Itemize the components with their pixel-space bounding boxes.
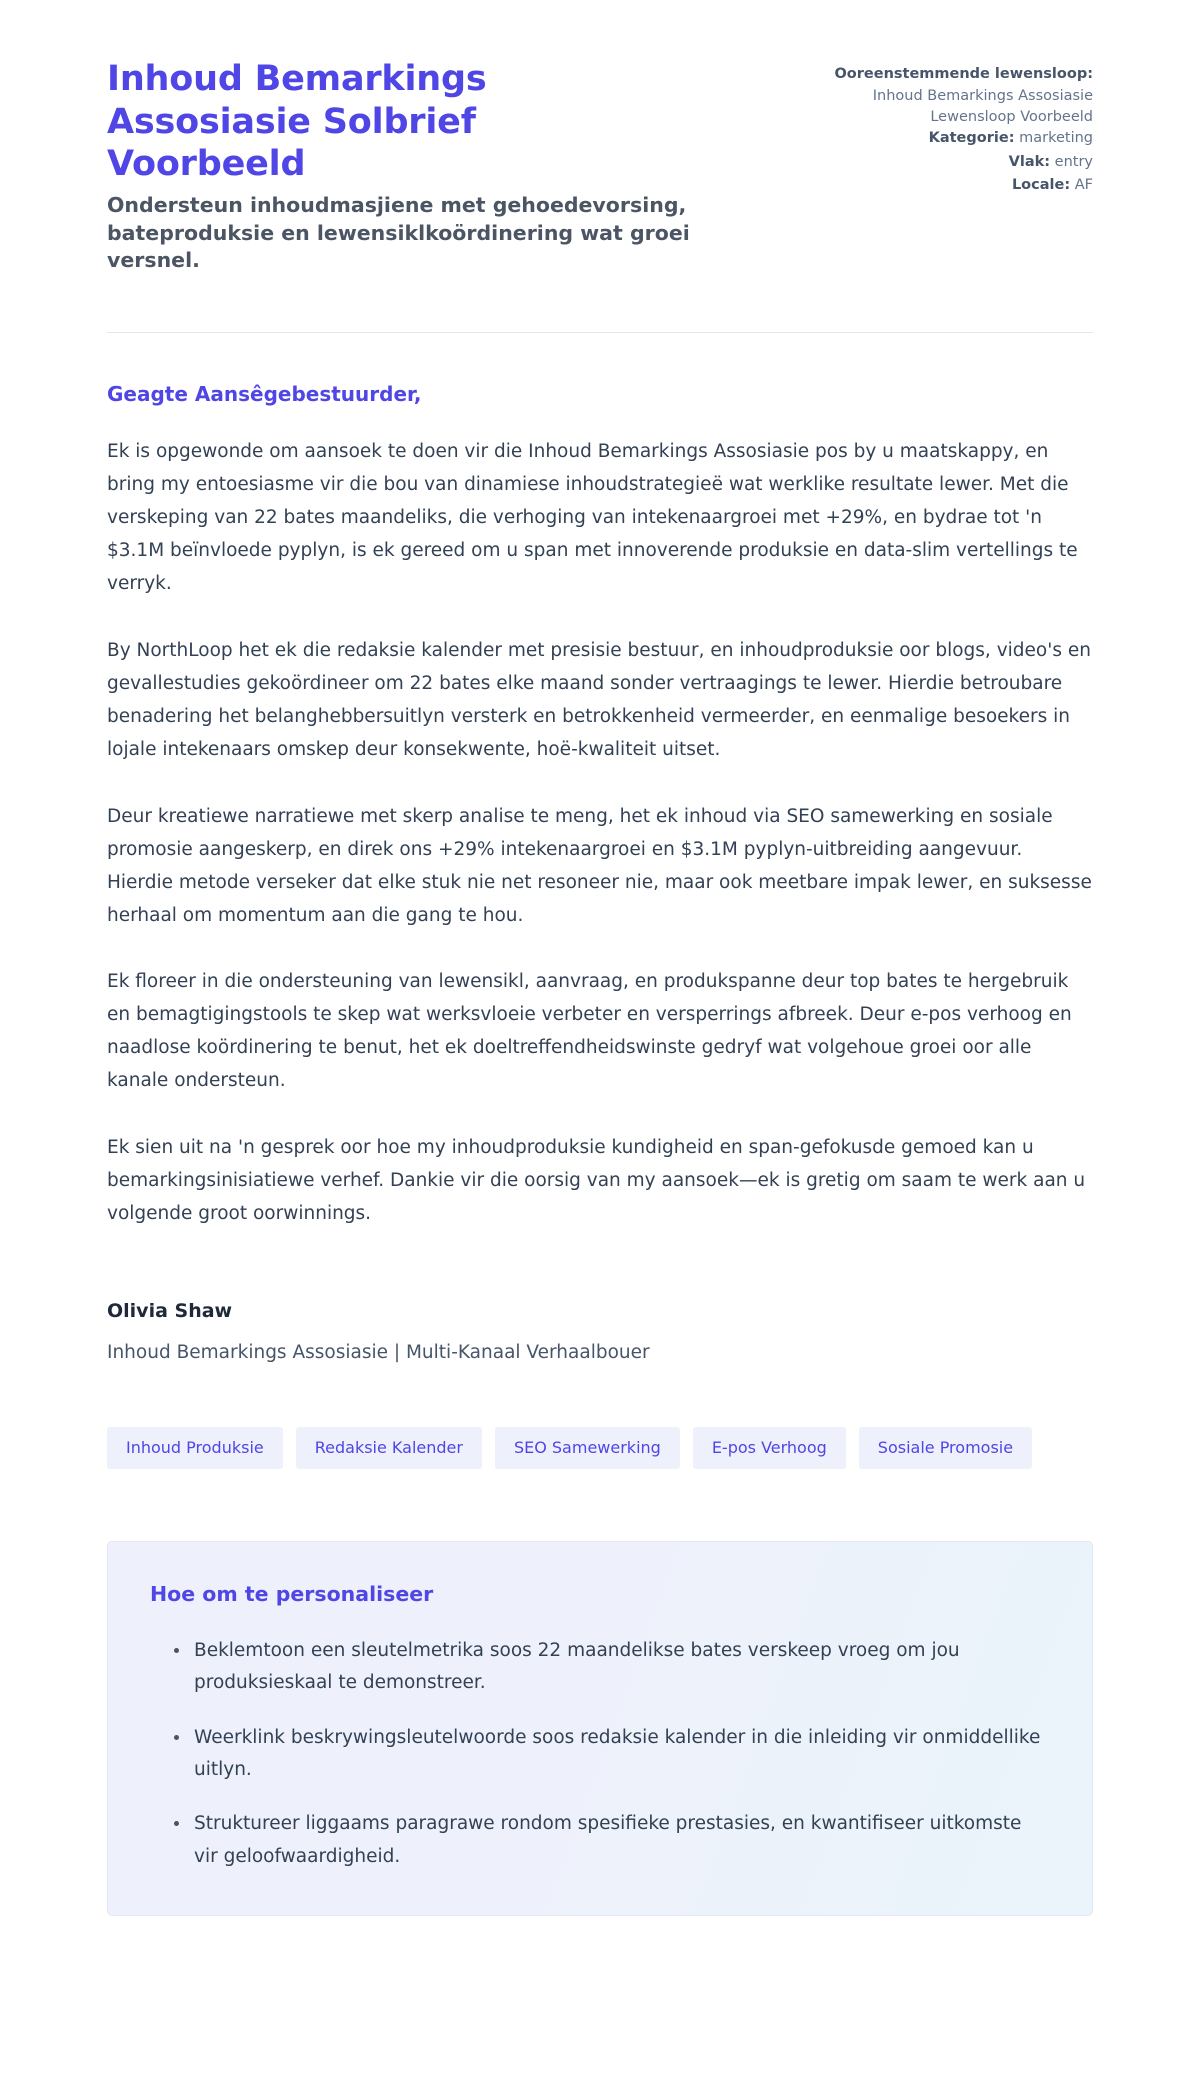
signature-block	[107, 1297, 1093, 1367]
category-value: marketing	[1019, 130, 1093, 147]
document-metadata	[793, 58, 1093, 198]
skill-tag[interactable]: Redaksie Kalender	[296, 1427, 482, 1469]
locale-value: AF	[1074, 177, 1093, 194]
header-title-block	[107, 58, 707, 274]
level-label: Vlak:	[1008, 153, 1051, 170]
skill-tag[interactable]: E-pos Verhoog	[693, 1427, 846, 1469]
callout-tip-list	[150, 1635, 1050, 1873]
page-title: Inhoud Bemarkings Assosiasie Solbrief Voorbeeld	[107, 59, 487, 185]
callout-tip-item: Struktureer liggaams paragrawe rondom spesifieke prestasies, en kwantifiseer uitkomste vir geloofwaardigheid.	[174, 1808, 1050, 1873]
letter-body	[107, 333, 1093, 1230]
metadata-row-locale	[793, 174, 1093, 197]
letter-paragraph: Ek floreer in die ondersteuning van lewensikl, aanvraag, en produkspanne deur top bates te hergebruik en bemagtigingstools te skep wat werksvloeie verbeter en versperrings afbreek. Deur e-pos verhoog en naadlose koördinering te benut, het ek doeltreffendheidswinste gedryf wat volgehoue groei oor alle kanale ondersteun.	[107, 971, 1072, 1092]
matching-resume-value-line-2: Lewensloop Voorbeeld	[930, 108, 1093, 125]
letter-paragraph: Ek is opgewonde om aansoek te doen vir die Inhoud Bemarkings Assosiasie pos by u maatskappy, en bring my entoesiasme vir die bou van dinamiese inhoudstrategieë wat werklike resultate lewer. Met die verskeping van 22 bates maandeliks, die verhoging van intekenaargroei met +29%, en bydrae tot 'n $3.1M beïnvloede pyplyn, is ek gereed om u span met innoverende produksie en data-slim vertellings te verryk.	[107, 441, 1078, 595]
metadata-row-level	[793, 151, 1093, 174]
matching-resume-label: Ooreenstemmende lewensloop:	[834, 66, 1093, 82]
personalization-callout	[107, 1541, 1093, 1916]
skill-tag[interactable]: SEO Samewerking	[495, 1427, 680, 1469]
level-value: entry	[1054, 153, 1093, 170]
skill-tag[interactable]: Inhoud Produksie	[107, 1427, 283, 1469]
callout-tip-item: Beklemtoon een sleutelmetrika soos 22 maandelikse bates verskeep vroeg om jou produksieskaal te demonstreer.	[174, 1635, 1050, 1700]
skill-tag-list	[107, 1427, 1093, 1469]
signature-role: Inhoud Bemarkings Assosiasie | Multi-Kanaal Verhaalbouer	[107, 1342, 650, 1364]
letter-paragraph: Ek sien uit na 'n gesprek oor hoe my inhoudproduksie kundigheid en span-gefokusde gemoed kan u bemarkingsinisiatiewe verhef. Dankie vir die oorsig van my aansoek—ek is gretig om saam te werk aan u volgende groot oorwinnings.	[107, 1137, 1086, 1224]
matching-resume-value-line-1: Inhoud Bemarkings Assosiasie	[872, 88, 1093, 105]
letter-salutation: Geagte Aansêgebestuurder,	[107, 382, 422, 407]
metadata-row-category	[793, 127, 1093, 150]
document-header	[107, 58, 1093, 274]
page-subtitle: Ondersteun inhoudmasjiene met gehoedevorsing, bateproduksie en lewensiklkoördinering wat groei versnel.	[107, 193, 690, 272]
locale-label: Locale:	[1011, 177, 1071, 194]
signature-name: Olivia Shaw	[107, 1299, 233, 1322]
letter-paragraph: Deur kreatiewe narratiewe met skerp analise te meng, het ek inhoud via SEO samewerking en sosiale promosie aangeskerp, en direk ons +29% intekenaargroei en $3.1M pyplyn-uitbreiding aangevuur. Hierdie metode verseker dat elke stuk nie net resoneer nie, maar ook meetbare impak lewer, en suksesse herhaal om momentum aan die gang te hou.	[107, 805, 1092, 926]
category-label: Kategorie:	[928, 130, 1015, 147]
letter-paragraph: By NorthLoop het ek die redaksie kalender met presisie bestuur, en inhoudproduksie oor blogs, video's en gevallestudies gekoördineer om 22 bates elke maand sonder vertraagings te lewer. Hierdie betroubare benadering het belanghebbersuitlyn versterk en betrokkenheid vermeerder, en eenmalige besoekers in lojale intekenaars omskep deur konsekwente, hoë-kwaliteit uitset.	[107, 640, 1091, 760]
callout-tip-item: Weerklink beskrywingsleutelwoorde soos redaksie kalender in die inleiding vir onmiddellike uitlyn.	[174, 1722, 1050, 1787]
skill-tag[interactable]: Sosiale Promosie	[859, 1427, 1032, 1469]
callout-title: Hoe om te personaliseer	[150, 1582, 434, 1607]
